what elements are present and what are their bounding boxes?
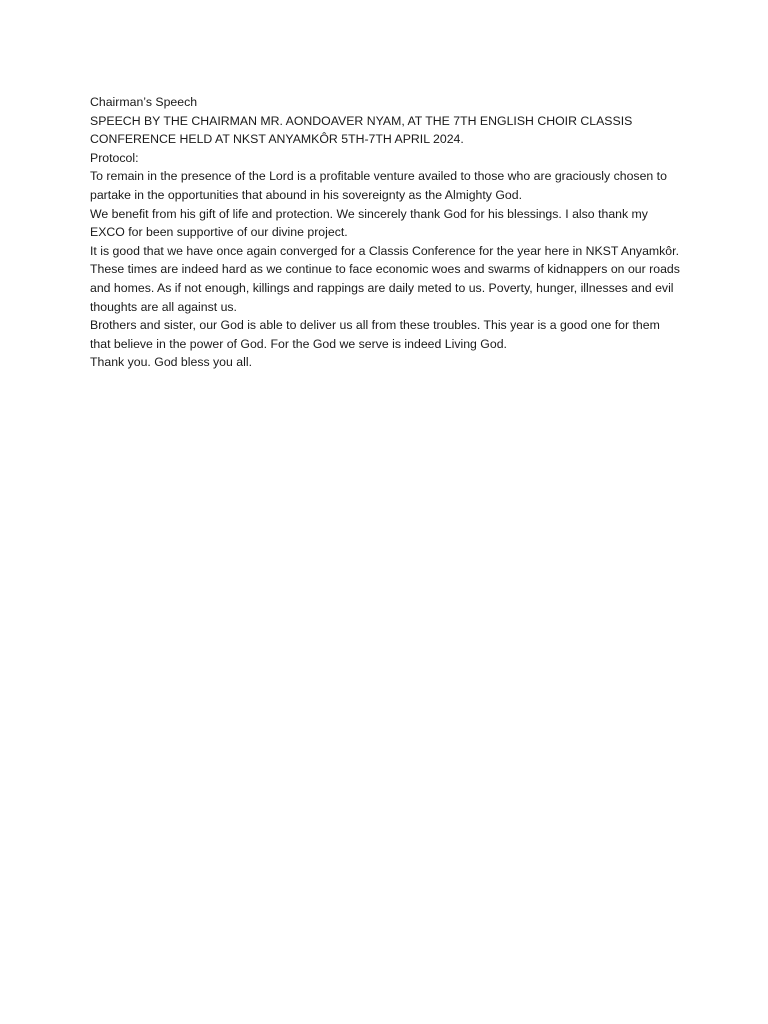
document-body (90, 93, 682, 372)
closing-line: Thank you. God bless you all. (90, 355, 252, 370)
paragraph: It is good that we have once again converged for a Classis Conference for the year here in NKST Anyamkôr. (90, 243, 679, 258)
speech-heading: SPEECH BY THE CHAIRMAN MR. AONDOAVER NYAM, AT THE 7TH ENGLISH CHOIR CLASSIS CONFERENCE HELD AT NKST ANYAMKÔR 5TH-7TH APRIL 2024. (90, 113, 633, 147)
paragraph: Brothers and sister, our God is able to deliver us all from these troubles. This year is a good one for them that believe in the power of God. For the God we serve is indeed Living God. (90, 318, 660, 351)
document-title: Chairman’s Speech (90, 95, 198, 109)
paragraph: These times are indeed hard as we continue to face economic woes and swarms of kidnappers on our roads and homes. As if not enough, killings and rappings are daily meted to us. Poverty, hunger, illnesses and evil thoughts are all against us. (90, 262, 680, 314)
paragraph: To remain in the presence of the Lord is a profitable venture availed to those who are graciously chosen to partake in the opportunities that abound in his sovereignty as the Almighty God. (90, 169, 667, 202)
paragraph: We benefit from his gift of life and protection. We sincerely thank God for his blessings. I also thank my EXCO for been supportive of our divine project. (90, 206, 648, 240)
protocol-label: Protocol: (90, 150, 139, 165)
